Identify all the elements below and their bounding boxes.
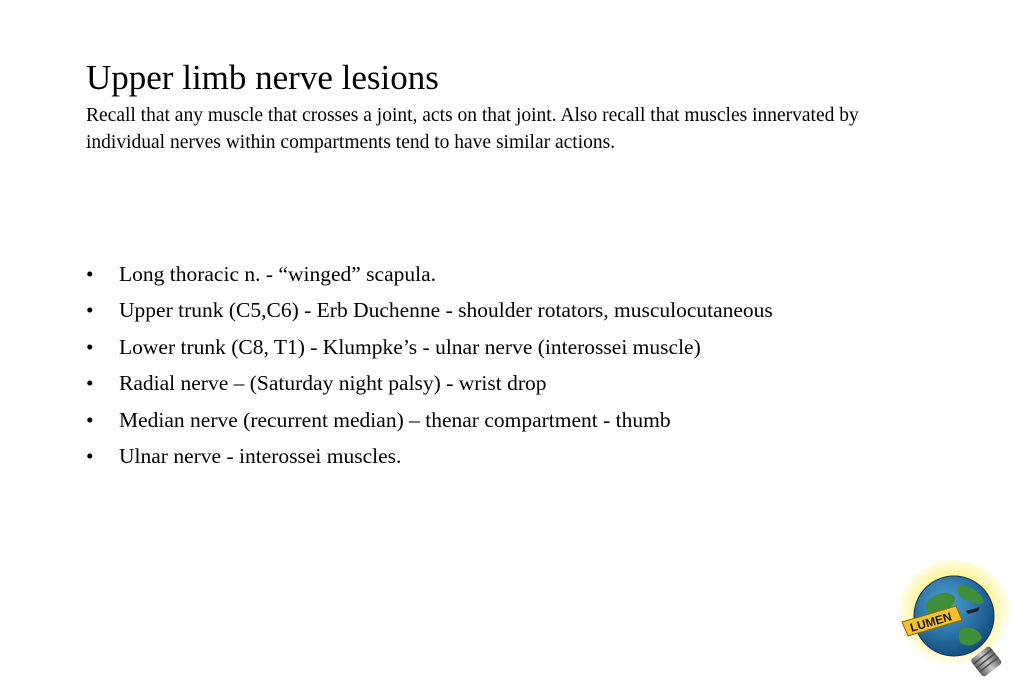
bullet-icon: • (86, 371, 94, 396)
list-item (86, 256, 773, 292)
list-item-text: Upper trunk (C5,C6) - Erb Duchenne - shoulder rotators, musculocutaneous (119, 298, 773, 323)
bullet-list (86, 256, 773, 474)
list-item-text: Lower trunk (C8, T1) - Klumpke’s - ulnar nerve (interossei muscle) (119, 334, 701, 359)
slide-subtitle: Recall that any muscle that crosses a joint, acts on that joint. Also recall that muscles innervated by individual nerves within compartments tend to have similar actions. (86, 105, 859, 153)
list-item (86, 292, 773, 328)
list-item (86, 438, 773, 474)
list-item-text: Ulnar nerve - interossei muscles. (119, 444, 402, 469)
list-item (86, 365, 773, 401)
slide-title: Upper limb nerve lesions (86, 58, 439, 97)
lumen-logo (896, 556, 1020, 680)
list-item (86, 329, 773, 365)
lightbulb-globe-icon (896, 556, 1020, 680)
logo-text: LUMEN (908, 609, 954, 635)
bullet-icon: • (86, 262, 94, 286)
list-item (86, 402, 773, 438)
bullet-icon: • (86, 444, 94, 469)
bullet-icon: • (86, 334, 94, 359)
list-item-text: Median nerve (recurrent median) – thenar compartment - thumb (119, 407, 671, 432)
list-item-text: Radial nerve – (Saturday night palsy) - wrist drop (119, 371, 547, 396)
list-item-text: Long thoracic n. - “winged” scapula. (119, 262, 436, 286)
bullet-icon: • (86, 407, 94, 432)
bullet-icon: • (86, 298, 94, 323)
